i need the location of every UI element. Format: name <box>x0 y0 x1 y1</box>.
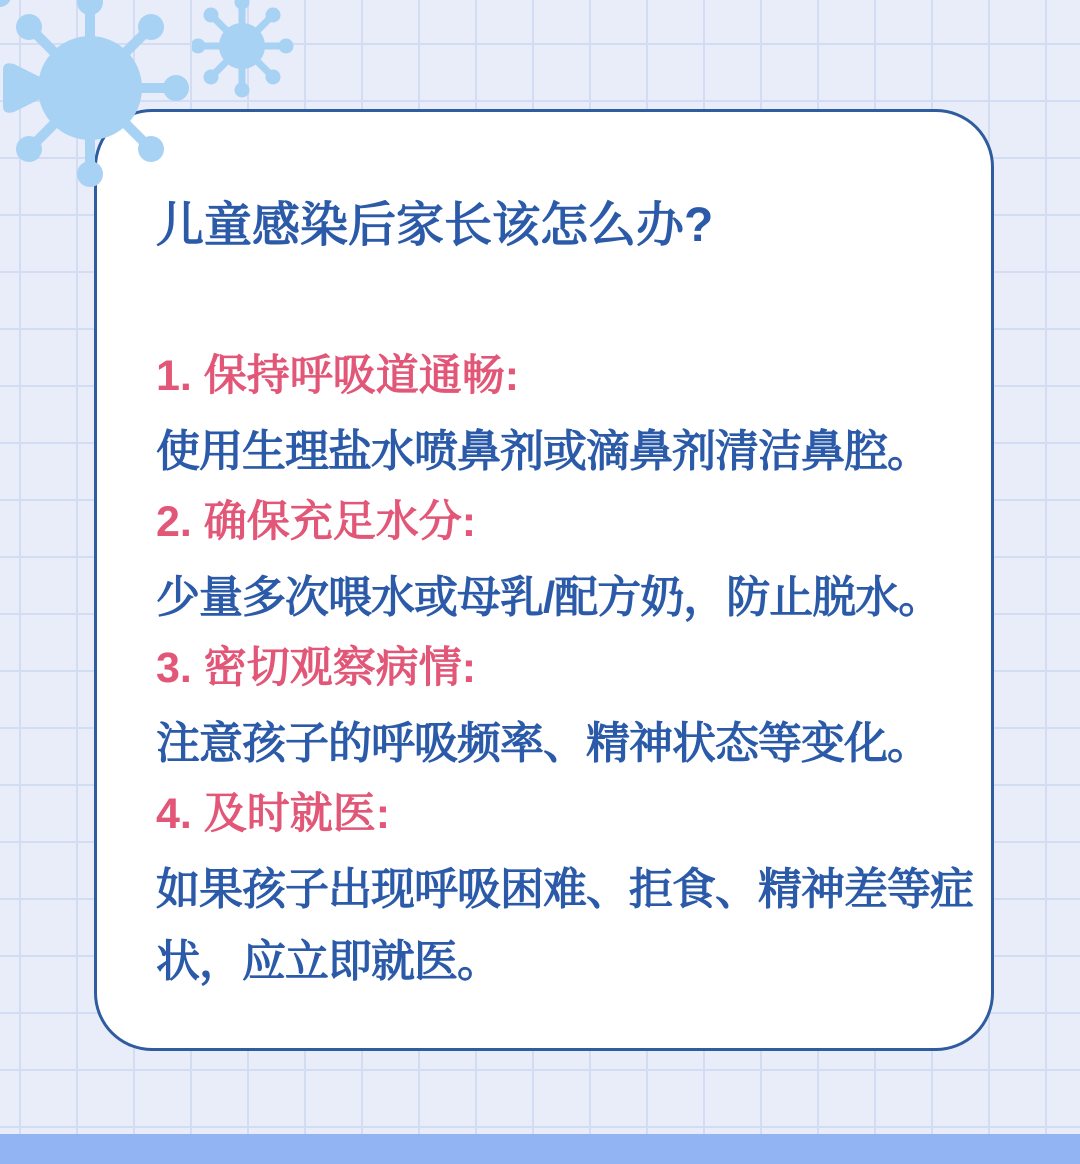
list-item-1 <box>156 352 979 488</box>
bottom-strip <box>0 1134 1080 1164</box>
item-4-body: 如果孩子出现呼吸困难、拒食、精神差等症状，应立即就医。 <box>156 865 973 986</box>
item-3-body: 注意孩子的呼吸频率、精神状态等变化。 <box>156 719 930 768</box>
item-1-body: 使用生理盐水喷鼻剂或滴鼻剂清洁鼻腔。 <box>156 427 930 476</box>
item-2-heading: 2. 确保充足水分: <box>156 498 477 546</box>
item-4-heading: 4. 及时就医: <box>156 790 391 838</box>
info-card <box>94 109 994 1051</box>
item-2-body: 少量多次喂水或母乳/配方奶，防止脱水。 <box>156 573 942 622</box>
item-1-heading: 1. 保持呼吸道通畅: <box>156 352 520 400</box>
virus-icon-large <box>0 0 200 190</box>
list-item-4 <box>156 790 979 998</box>
item-3-heading: 3. 密切观察病情: <box>156 644 477 692</box>
virus-icon-small <box>192 0 296 98</box>
list-item-2 <box>156 498 979 634</box>
list-item-3 <box>156 644 979 780</box>
card-title: 儿童感染后家长该怎么办? <box>156 199 714 252</box>
